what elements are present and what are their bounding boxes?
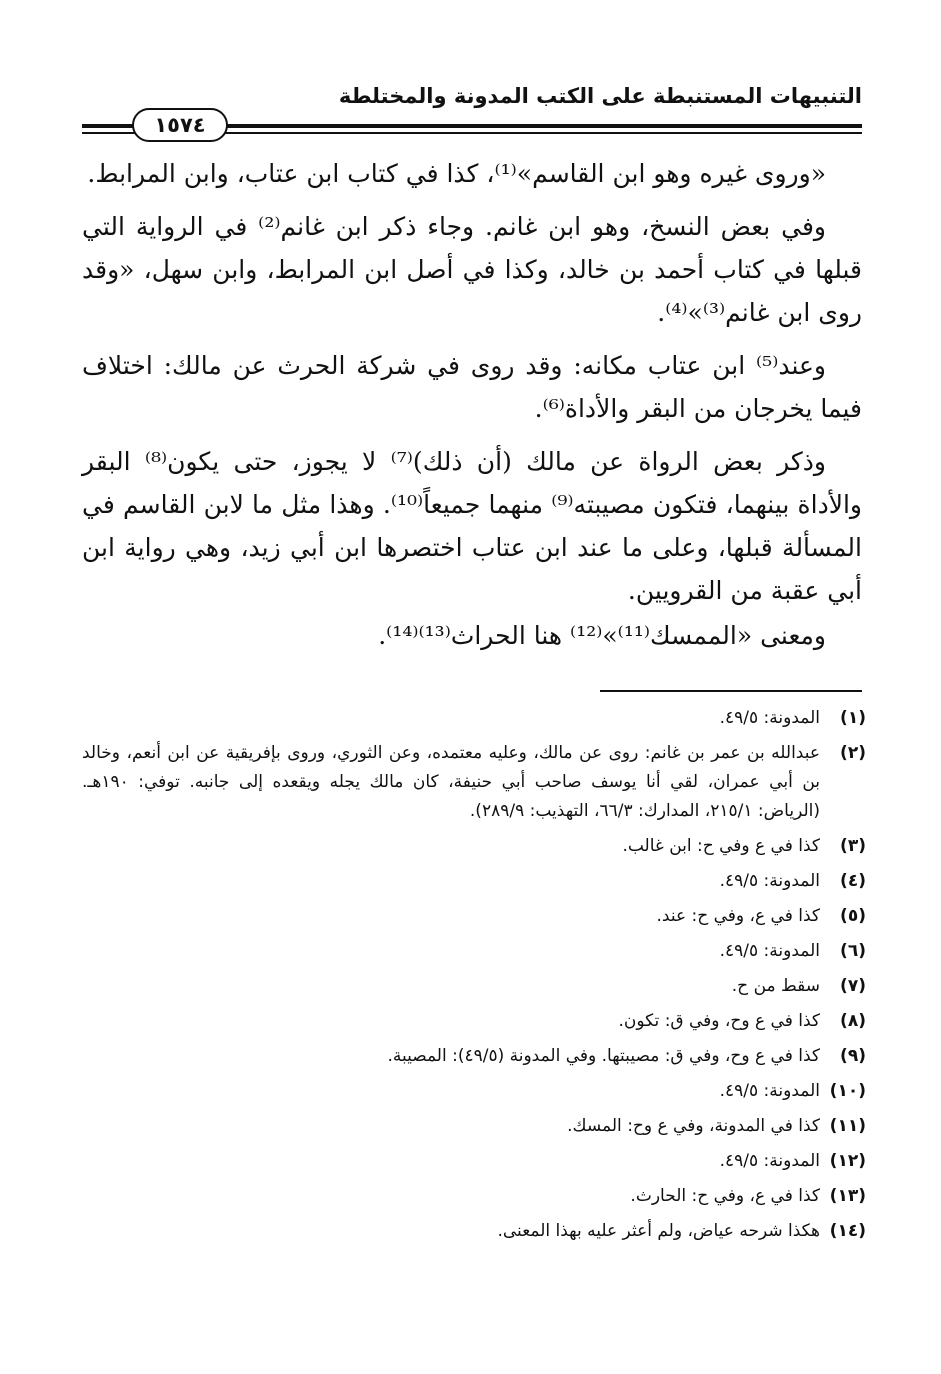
footnote-number: (١٤) xyxy=(829,1221,866,1241)
footnote-number: (٧) xyxy=(840,976,866,996)
footnote-text: سقط من ح. xyxy=(731,976,820,996)
footnote-number: (١٠) xyxy=(829,1081,866,1101)
footnote-number: (٣) xyxy=(840,836,866,856)
footnote xyxy=(82,1077,866,1106)
footnote xyxy=(82,832,866,861)
footnote-text: كذا في ع، وفي ح: عند. xyxy=(656,906,820,926)
main-text xyxy=(82,152,862,667)
paragraph: وعند⁽⁵⁾ ابن عتاب مكانه: وقد روى في شركة الحرث عن مالك: اختلاف فيما يخرجان من البقر والأداة⁽⁶⁾. xyxy=(82,351,862,423)
paragraph: ومعنى «الممسك⁽¹¹⁾»⁽¹²⁾ هنا الحراث⁽¹³⁾⁽¹⁴⁾. xyxy=(378,621,826,650)
footnote-number: (٦) xyxy=(840,941,866,961)
footnote xyxy=(82,704,866,733)
paragraph: «وروى غيره وهو ابن القاسم»⁽¹⁾، كذا في كتاب ابن عتاب، وابن المرابط. xyxy=(87,159,826,188)
footnote xyxy=(82,1217,866,1246)
page-header xyxy=(82,80,862,140)
footnote-text: المدونة: ٤٩/٥. xyxy=(719,941,820,961)
footnote xyxy=(82,867,866,896)
footnote-text: كذا في ع وح، وفي ق: تكون. xyxy=(618,1011,820,1031)
footnote-text: المدونة: ٤٩/٥. xyxy=(719,1081,820,1101)
footnote-number: (١١) xyxy=(829,1116,866,1136)
footnote xyxy=(82,972,866,1001)
footnote xyxy=(82,739,866,826)
footnote-text: كذا في المدونة، وفي ع وح: المسك. xyxy=(567,1116,820,1136)
footnote-number: (٤) xyxy=(840,871,866,891)
footnote-number: (٢) xyxy=(840,743,866,763)
footnote-text: المدونة: ٤٩/٥. xyxy=(719,1151,820,1171)
footnote-number: (١) xyxy=(840,708,866,728)
footnote-separator xyxy=(600,690,862,692)
footnote-text: كذا في ع، وفي ح: الحارث. xyxy=(630,1186,820,1206)
page-number-frame xyxy=(132,108,228,142)
running-title: التنبيهات المستنبطة على الكتب المدونة والمختلطة xyxy=(338,84,862,108)
footnote xyxy=(82,1182,866,1211)
footnote-text: هكذا شرحه عياض، ولم أعثر عليه بهذا المعنى. xyxy=(497,1221,820,1241)
footnotes xyxy=(82,704,866,1252)
footnote xyxy=(82,1042,866,1071)
footnote xyxy=(82,902,866,931)
footnote-number: (٨) xyxy=(840,1011,866,1031)
footnote xyxy=(82,1112,866,1141)
footnote xyxy=(82,1007,866,1036)
paragraph: وفي بعض النسخ، وهو ابن غانم. وجاء ذكر ابن غانم⁽²⁾ في الرواية التي قبلها في كتاب أحمد بن خالد، وكذا في أصل ابن المرابط، وابن سهل، «وقد روى ابن غانم⁽³⁾»⁽⁴⁾. xyxy=(82,212,862,327)
footnote-text: المدونة: ٤٩/٥. xyxy=(719,708,820,728)
footnote-number: (١٢) xyxy=(829,1151,866,1171)
footnote-text: كذا في ع وح، وفي ق: مصيبتها. وفي المدونة (٤٩/٥): المصيبة. xyxy=(387,1046,820,1066)
footnote-text: كذا في ع وفي ح: ابن غالب. xyxy=(622,836,820,856)
footnote xyxy=(82,1147,866,1176)
footnote-text: عبدالله بن عمر بن غانم: روى عن مالك، وعليه معتمده، وعن الثوري، وروى بإفريقية عن ابن أنعم، وخالد بن أبي عمران، لقي أنا يوسف صاحب أبي حنيفة، كان مالك يجله ويقعده إلى جانبه. توفي: ١٩٠هـ. (الرياض: ٢١٥/١، المدارك: ٦٦/٣، التهذيب: ٢٨٩/٩). xyxy=(82,743,820,821)
footnote-number: (١٣) xyxy=(829,1186,866,1206)
page-number: ١٥٧٤ xyxy=(154,113,206,137)
paragraph: وذكر بعض الرواة عن مالك (أن ذلك)⁽⁷⁾ لا يجوز، حتى يكون⁽⁸⁾ البقر والأداة بينهما، فتكون مصيبته⁽⁹⁾ منهما جميعاً⁽¹⁰⁾. وهذا مثل ما لابن القاسم في المسألة قبلها، وعلى ما عند ابن عتاب اختصرها ابن أبي زيد، وهي رواية ابن أبي عقبة من القرويين. xyxy=(82,447,863,605)
footnote xyxy=(82,937,866,966)
footnote-text: المدونة: ٤٩/٥. xyxy=(719,871,820,891)
footnote-number: (٥) xyxy=(840,906,866,926)
footnote-number: (٩) xyxy=(840,1046,866,1066)
